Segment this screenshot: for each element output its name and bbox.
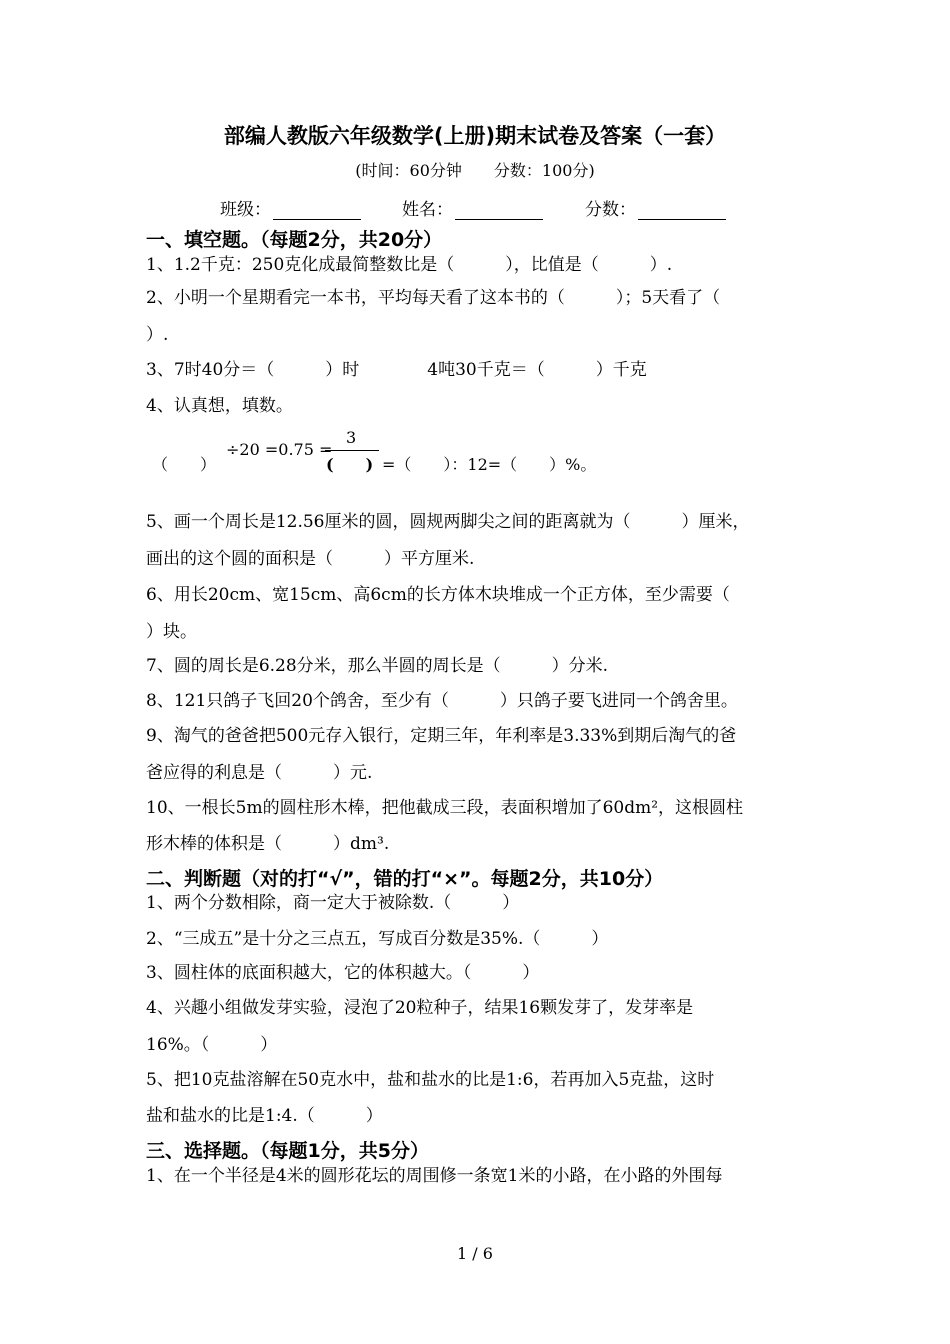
question-text: 形木棒的体积是（ ）dm³.: [146, 834, 390, 854]
section-heading: 三、选择题。（每题1分，共5分）: [146, 1140, 429, 1162]
question-text: 3、圆柱体的底面积越大，它的体积越大。（ ）: [146, 963, 540, 983]
question-text: 7、圆的周长是6.28分米，那么半圆的周长是（ ）分米.: [146, 656, 609, 676]
equation-left: （ ）: [152, 455, 217, 474]
equation-right: =（ ）：12=（ ）%。: [382, 455, 597, 474]
fraction-equation: [146, 428, 846, 476]
question-text: 2、小明一个星期看完一本书，平均每天看了这本书的（ ）；5天看了（: [146, 288, 721, 308]
question-text: 2、“三成五”是十分之三点五，写成百分数是35%.（ ）: [146, 929, 609, 949]
question-text: 1、在一个半径是4米的圆形花坛的周围修一条宽1米的小路，在小路的外围每: [146, 1166, 723, 1186]
question-text: 画出的这个圆的面积是（ ）平方厘米.: [146, 549, 475, 569]
page-title: 部编人教版六年级数学(上册)期末试卷及答案（一套）: [223, 124, 727, 148]
question-text: 1、两个分数相除，商一定大于被除数.（ ）: [146, 893, 520, 913]
class-blank[interactable]: [273, 203, 361, 220]
question-text: 4、认真想，填数。: [146, 396, 293, 416]
question-text: 8、121只鸽子飞回20个鸽舍，至少有（ ）只鸽子要飞进同一个鸽舍里。: [146, 691, 738, 711]
question-text: 16%。（ ）: [146, 1035, 278, 1055]
question-text: 5、把10克盐溶解在50克水中，盐和盐水的比是1:6，若再加入5克盐，这时: [146, 1070, 715, 1090]
question-text: 6、用长20cm、宽15cm、高6cm的长方体木块堆成一个正方体，至少需要（: [146, 585, 730, 605]
question-text: 10、一根长5m的圆柱形木棒，把他截成三段，表面积增加了60dm²，这根圆柱: [146, 798, 744, 818]
score-label: 分数：: [585, 200, 636, 220]
class-field[interactable]: [220, 195, 361, 220]
score-field[interactable]: [585, 195, 726, 220]
question-text: ）.: [146, 325, 169, 345]
question-text: 5、画一个周长是12.56厘米的圆，圆规两脚尖之间的距离就为（ ）厘米，: [146, 512, 750, 532]
question-text: 爸应得的利息是（ ）元.: [146, 763, 373, 783]
page-number: 1 / 6: [457, 1244, 493, 1263]
question-text: 盐和盐水的比是1:4.（ ）: [146, 1106, 383, 1126]
section-heading: 二、判断题（对的打“√”，错的打“×”。每题2分，共10分）: [146, 868, 664, 890]
question-text: 3、7时40分＝（ ）时 4吨30千克＝（ ）千克: [146, 360, 647, 380]
question-text: ）块。: [146, 622, 197, 642]
name-blank[interactable]: [455, 203, 543, 220]
class-label: 班级：: [220, 200, 271, 220]
exam-time-score: (时间：60分钟 分数：100分): [355, 161, 595, 180]
name-label: 姓名：: [402, 200, 453, 220]
fraction-bar: [325, 450, 379, 451]
equation-middle: ÷20 =0.75 =: [226, 440, 333, 459]
question-text: 1、1.2千克：250克化成最简整数比是（ ），比值是（ ）.: [146, 255, 673, 275]
score-blank[interactable]: [638, 203, 726, 220]
question-text: 9、淘气的爸爸把500元存入银行，定期三年，年利率是3.33%到期后淘气的爸: [146, 726, 737, 746]
name-field[interactable]: [402, 195, 543, 220]
fraction-numerator: 3: [346, 428, 357, 447]
fraction-denominator: ( ): [326, 455, 374, 474]
section-heading: 一、填空题。（每题2分，共20分）: [146, 229, 443, 251]
question-text: 4、兴趣小组做发芽实验，浸泡了20粒种子，结果16颗发芽了，发芽率是: [146, 998, 694, 1018]
